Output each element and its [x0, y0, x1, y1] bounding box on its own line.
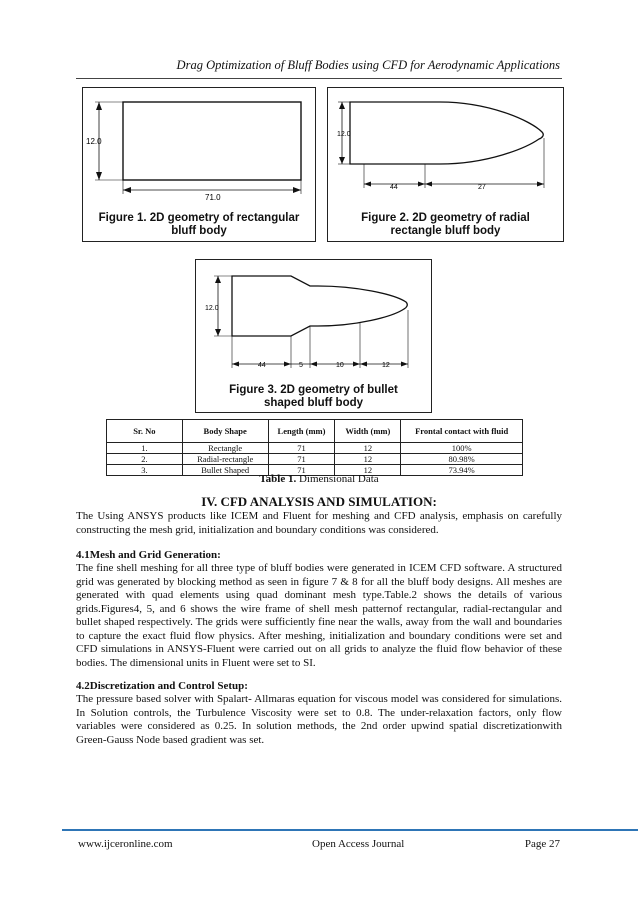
cell-body-shape: Rectangle [182, 443, 268, 454]
figure-3-caption: Figure 3. 2D geometry of bullet shaped bluff body [229, 384, 398, 409]
cell-frontal-contact: 73.94% [401, 465, 523, 476]
fig3-dim-c-label: 10 [336, 362, 344, 369]
cell-sr-no: 1. [107, 443, 183, 454]
cell-frontal-contact: 100% [401, 443, 523, 454]
cell-sr-no: 2. [107, 454, 183, 465]
table-caption-label: Table 1. [259, 473, 297, 485]
fig1-length-label: 71.0 [205, 193, 221, 202]
running-header: Drag Optimization of Bluff Bodies using CFD for Aerodynamic Applications [176, 58, 560, 72]
figure-3 [195, 259, 432, 413]
table-row [107, 443, 523, 454]
intro-paragraph: The Using ANSYS products like ICEM and Fluent for meshing and CFD analysis, emphasis on carefully constructing the mesh grid, initialization and boundary conditions was considered. [76, 510, 562, 536]
cell-width: 12 [335, 443, 401, 454]
section-heading: IV. CFD ANALYSIS AND SIMULATION: [201, 494, 437, 509]
fig2-height-label: 12.0 [337, 131, 351, 138]
footer-website: www.ijceronline.com [78, 838, 173, 850]
subsection-4-2-body: The pressure based solver with Spalart- Allmaras equation for viscous model was considered for simulations. In Solution controls, the Turbulence Viscosity were set to 0.8. The under-relaxation factors, only flow variables were considered as 0.25. In solution methods, the 2nd order upwind spatial discretizationwith Green-Gauss Node based gradient was set. [76, 693, 562, 746]
figure-1 [82, 87, 316, 242]
col-header-body-shape: Body Shape [182, 420, 268, 443]
figure-2-drawing [328, 88, 563, 203]
cell-length: 71 [268, 443, 335, 454]
subsection-4-2-title: 4.2Discretization and Control Setup: [76, 680, 248, 692]
cell-width: 12 [335, 465, 401, 476]
fig3-height-label: 12.0 [205, 305, 219, 312]
footer-page-number: Page 27 [524, 838, 560, 850]
cell-body-shape: Bullet Shaped [182, 465, 268, 476]
cell-frontal-contact: 80.98% [401, 454, 523, 465]
table-header-row [107, 420, 523, 443]
figure-1-caption: Figure 1. 2D geometry of rectangular bluff body [98, 212, 300, 237]
col-header-width: Width (mm) [335, 420, 401, 443]
fig3-dim-d-label: 12 [382, 362, 390, 369]
table-row [107, 454, 523, 465]
col-header-length: Length (mm) [268, 420, 335, 443]
footer-rule [62, 829, 638, 831]
cell-width: 12 [335, 454, 401, 465]
subsection-4-1-body: The fine shell meshing for all three type of bluff bodies were generated in ICEM CFD software. A structured grid was generated by blocking method as seen in figure 7 & 8 for all the bluff body designs. All meshes are generated with quad elements using quad dominant mesh type.Table.2 shows the details of various grids.Figures4, 5, and 6 shows the wire frame of shell mesh patternof rectangular, radial-rectangular and bullet shaped respectively. The grids were sufficiently fine near the walls, away from the wall and boundaries to capture the exact fluid flow physics. After meshing, initialization and boundary conditions were set and CFD simulations in ANSYS-Fluent were carried out on all grids to analyze the fluid flow behavior of these bodies. The dimensional units in Fluent were set to SI. [76, 562, 562, 669]
dimensional-data-table [106, 419, 523, 476]
table-caption [0, 473, 638, 485]
fig2-dim-b-label: 27 [478, 184, 486, 191]
col-header-sr-no: Sr. No [107, 420, 183, 443]
col-header-frontal-contact: Frontal contact with fluid [401, 420, 523, 443]
figure-1-drawing [83, 88, 315, 203]
header-rule [76, 78, 562, 79]
figure-2 [327, 87, 564, 242]
fig1-height-label: 12.0 [86, 137, 102, 146]
table-caption-text: Dimensional Data [296, 473, 379, 485]
cell-sr-no: 3. [107, 465, 183, 476]
fig3-dim-b-label: 5 [299, 362, 303, 369]
fig2-dim-a-label: 44 [390, 184, 398, 191]
cell-length: 71 [268, 465, 335, 476]
footer-journal: Open Access Journal [312, 838, 405, 850]
fig3-dim-a-label: 44 [258, 362, 266, 369]
cell-length: 71 [268, 454, 335, 465]
cell-body-shape: Radial-rectangle [182, 454, 268, 465]
subsection-4-1-title: 4.1Mesh and Grid Generation: [76, 549, 221, 561]
figure-3-drawing [196, 260, 431, 375]
figure-2-caption: Figure 2. 2D geometry of radial rectangle bluff body [361, 212, 530, 237]
